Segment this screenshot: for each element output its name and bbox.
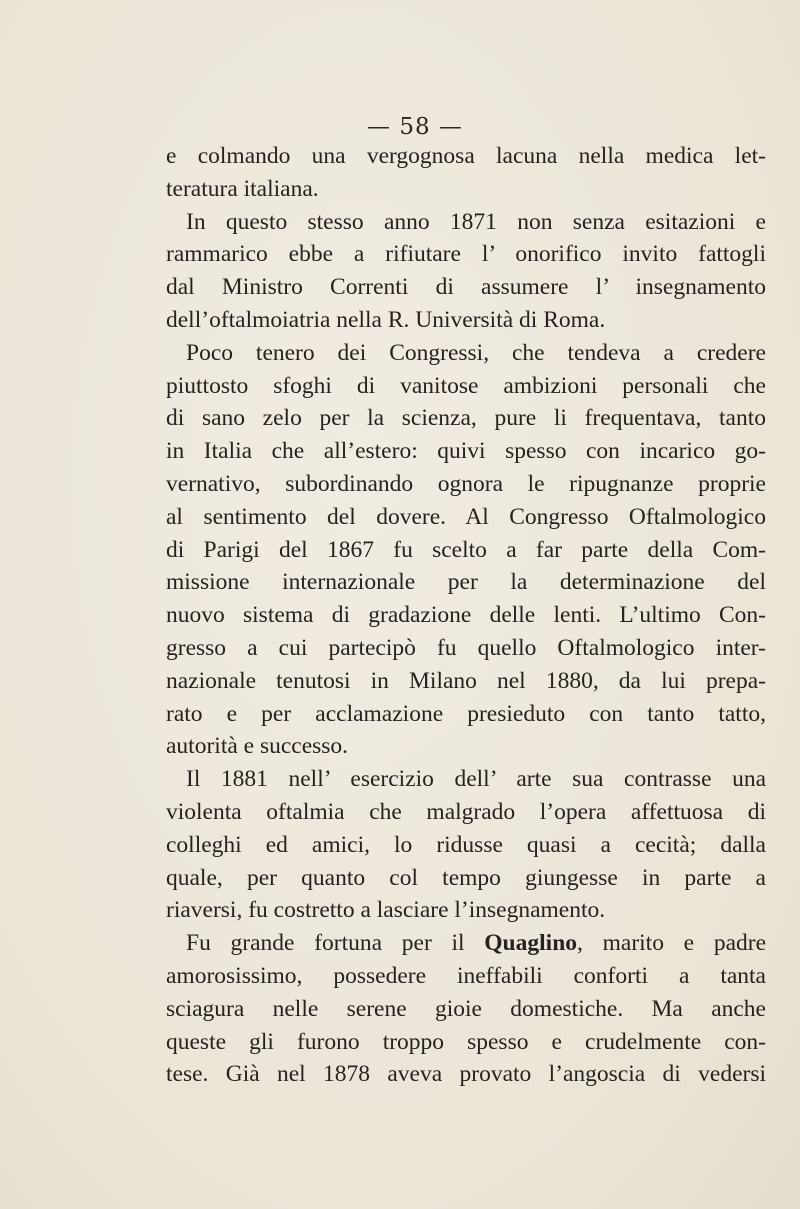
text-line: teratura italiana.: [166, 175, 319, 202]
name-quaglino: Quaglino: [484, 930, 578, 957]
text-line: dal Ministro Correnti di assumere l’ insegnamento: [166, 274, 766, 301]
text-line: dell’oftalmoiatria nella R. Università di Roma.: [166, 306, 606, 333]
text-line: violenta oftalmia che malgrado l’opera affettuosa di: [166, 798, 766, 825]
text-line: di Parigi del 1867 fu scelto a far parte della Com-: [166, 536, 766, 563]
text-line: amorosissimo, possedere ineffabili conforti a tanta: [166, 962, 766, 989]
text-line: rammarico ebbe a rifiutare l’ onorifico invito fattogli: [166, 241, 766, 268]
text-line: [166, 927, 766, 960]
text-line: quale, per quanto col tempo giungesse in parte a: [166, 864, 766, 891]
text-line: gresso a cui partecipò fu quello Oftalmologico inter-: [166, 634, 766, 661]
body-text: [166, 140, 766, 1091]
text-line: Il 1881 nell’ esercizio dell’ arte sua contrasse una: [186, 766, 766, 793]
text-line: vernativo, subordinando ognora le ripugnanze proprie: [166, 470, 766, 497]
text-line: rato e per acclamazione presieduto con tanto tatto,: [166, 700, 766, 727]
text-line: di sano zelo per la scienza, pure li frequentava, tanto: [166, 405, 766, 432]
text-line: missione internazionale per la determinazione del: [166, 569, 766, 596]
text-line: queste gli furono troppo spesso e crudelmente con-: [166, 1028, 766, 1055]
text-line: al sentimento del dovere. Al Congresso Oftalmologico: [166, 503, 766, 530]
text-line: In questo stesso anno 1871 non senza esitazioni e: [186, 208, 766, 235]
text-line: autorità e successo.: [166, 733, 349, 760]
text-line: nuovo sistema di gradazione delle lenti. L’ultimo Con-: [166, 602, 766, 629]
text-line: nazionale tenutosi in Milano nel 1880, da lui prepa-: [166, 667, 766, 694]
page-number: — 58 —: [367, 114, 463, 140]
text-run: , marito e padre: [577, 930, 766, 957]
text-line: tese. Già nel 1878 aveva provato l’angoscia di vedersi: [166, 1061, 766, 1088]
text-line: Poco tenero dei Congressi, che tendeva a credere: [186, 339, 766, 366]
text-line: e colmando una vergognosa lacuna nella medica let-: [166, 143, 766, 169]
text-run: Fu grande fortuna per il: [186, 930, 465, 957]
text-line: piuttosto sfoghi di vanitose ambizioni personali che: [166, 372, 766, 399]
text-line: riaversi, fu costretto a lasciare l’insegnamento.: [166, 897, 606, 924]
text-line: in Italia che all’estero: quivi spesso con incarico go-: [166, 438, 766, 465]
text-line: sciagura nelle serene gioie domestiche. Ma anche: [166, 995, 766, 1022]
text-line: colleghi ed amici, lo ridusse quasi a cecità; dalla: [166, 831, 766, 858]
